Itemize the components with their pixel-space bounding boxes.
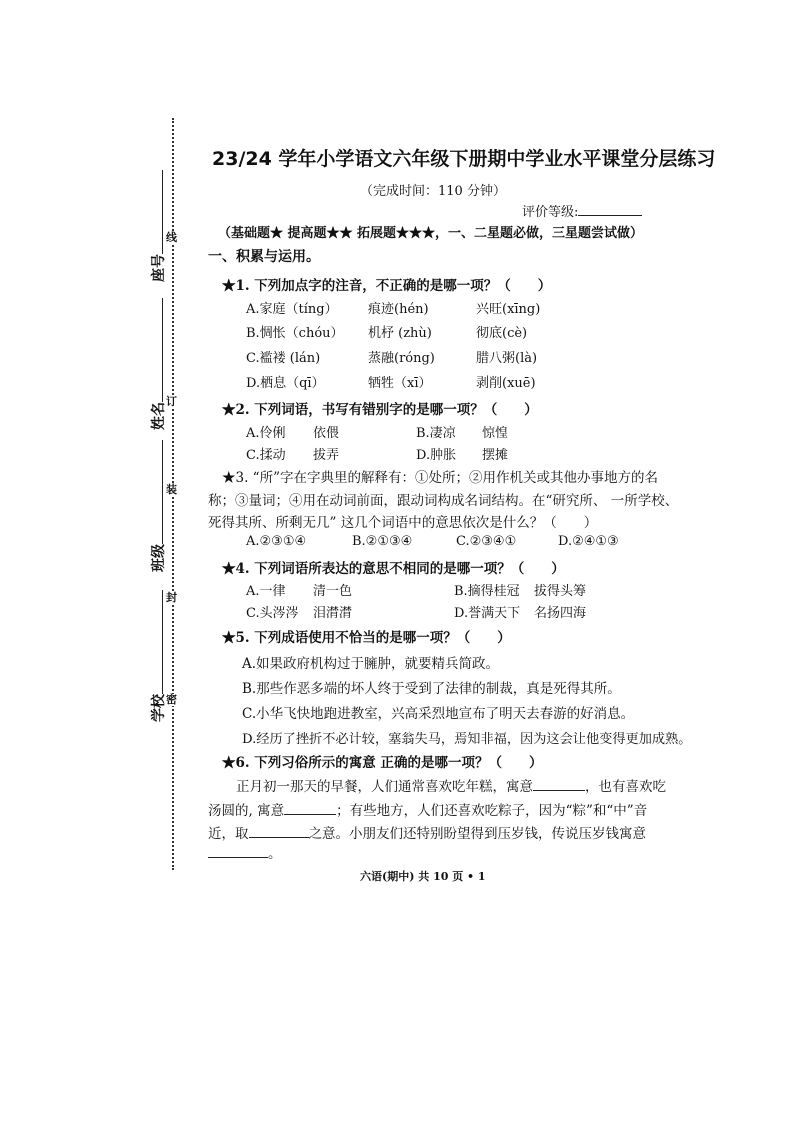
- question-5-stem: ★5. 下列成语使用不恰当的是哪一项？（ ）: [222, 630, 511, 646]
- q6-blank-4[interactable]: [208, 845, 268, 858]
- q6-passage-line: 。: [208, 842, 282, 862]
- page-footer: 六语(期中) 共 10 页 • 1: [360, 870, 486, 883]
- question-1-stem: ★1. 下列加点字的注音，不正确的是哪一项？（ ）: [222, 278, 552, 294]
- binding-char: 密: [166, 693, 177, 706]
- class-field: 班级: [148, 440, 168, 572]
- question-2-stem: ★2. 下列词语，书写有错别字的是哪一项？（ ）: [222, 402, 538, 418]
- q1-option: 蒸融(róng): [368, 351, 435, 366]
- binding-char: 线: [166, 231, 177, 244]
- name-field: 姓名: [148, 298, 168, 430]
- seat-number-field: 座号: [148, 170, 168, 282]
- q3-option: D.②④①③: [558, 534, 619, 549]
- difficulty-legend: （基础题★ 提高题★★ 拓展题★★★，一、二星题必做，三星题尝试做）: [218, 226, 644, 241]
- q5-option: A.如果政府机构过于臃肿，就要精兵简政。: [242, 656, 500, 672]
- q4-option: 泪潸潸: [313, 606, 353, 621]
- q6-passage-line: 正月初一那天的早餐，人们通常喜欢吃年糕，寓意 ，也有喜欢吃: [236, 779, 666, 795]
- school-field: 学校: [148, 590, 168, 722]
- q4-option: A.一律: [246, 584, 286, 599]
- q1-option: C.褴褛 (lán): [246, 351, 321, 366]
- question-4-stem: ★4. 下列词语所表达的意思不相同的是哪一项？（ ）: [222, 561, 565, 577]
- q6-passage-line: 近，取 之意。小朋友们还特别盼望得到压岁钱，传说压岁钱寓意: [208, 826, 646, 842]
- name-blank[interactable]: [162, 298, 163, 402]
- q6-blank-3[interactable]: [249, 825, 309, 838]
- q2-option: C.揉动: [246, 448, 286, 463]
- binding-char: 封: [166, 591, 177, 604]
- class-blank[interactable]: [162, 440, 163, 544]
- q3-option: A.②③①④: [246, 534, 307, 549]
- q4-option: 拔得头筹: [534, 584, 587, 599]
- q2-option: B.凄凉: [416, 426, 456, 441]
- q2-option: 惊惶: [482, 426, 509, 441]
- time-limit: （完成时间：110 分钟）: [360, 184, 506, 199]
- q4-option: 清一色: [313, 584, 353, 599]
- q2-option: D.肿胀: [416, 448, 457, 463]
- q6-blank-1[interactable]: [533, 778, 585, 791]
- q2-option: 摆摊: [482, 448, 509, 463]
- school-blank[interactable]: [162, 590, 163, 694]
- seat-number-blank[interactable]: [162, 170, 163, 254]
- q4-option: 名扬四海: [534, 606, 587, 621]
- q1-option: 痕迹(hén): [368, 302, 429, 317]
- q3-option: B.②①③④: [352, 534, 413, 549]
- question-6-stem: ★6. 下列习俗所示的寓意 正确的是哪一项？（ ）: [222, 755, 543, 771]
- q1-option: D.栖息（qī）: [246, 376, 325, 391]
- q5-option: B.那些作恶多端的坏人终于受到了法律的制裁，真是死得其所。: [242, 681, 621, 697]
- exam-title: 23/24 学年小学语文六年级下册期中学业水平课堂分层练习: [212, 148, 716, 170]
- q1-option: B.惆怅（chóu）: [246, 326, 344, 341]
- rating-field: 评价等级:: [522, 201, 642, 220]
- question-3-stem: ★3. “所”字在字典里的解释有：①处所；②用作机关或其他办事地方的名: [222, 470, 658, 486]
- q6-passage-line: 汤圆的, 寓意 ；有些地方，人们还喜欢吃粽子，因为“粽”和“中”音: [208, 803, 648, 819]
- q1-option: 机杼 (zhù): [368, 326, 432, 341]
- q4-option: D.誉满天下: [454, 606, 521, 621]
- q1-option: 剥削(xuē): [476, 376, 536, 391]
- q1-option: 腊八粥(là): [476, 351, 538, 366]
- section-title: 一、积累与运用。: [208, 249, 320, 265]
- q1-option: 牺牲（xī）: [368, 376, 432, 391]
- q5-option: C.小华飞快地跑进教室，兴高采烈地宣布了明天去春游的好消息。: [242, 706, 635, 722]
- q2-option: A.伶俐: [246, 426, 286, 441]
- q2-option: 拔弄: [313, 448, 340, 463]
- binding-char: 装: [166, 483, 177, 496]
- q1-option: A.家庭（tíng）: [246, 302, 338, 317]
- q6-blank-2[interactable]: [284, 802, 336, 815]
- question-3-stem: 死得其所、所剩无几” 这几个词语中的意思依次是什么？（ ）: [208, 515, 598, 531]
- q2-option: 依偎: [313, 426, 340, 441]
- q4-option: C.头涔涔: [246, 606, 299, 621]
- q3-option: C.②③④①: [456, 534, 517, 549]
- q1-option: 兴旺(xīng): [476, 302, 541, 317]
- q1-option: 彻底(cè): [476, 326, 528, 341]
- question-3-stem: 称；③量词；④用在动词前面，跟动词构成名词结构。在“研究所、 一所学校、: [208, 493, 679, 509]
- q5-option: D.经历了挫折不必计较，塞翁失马，焉知非福，因为这会让他变得更加成熟。: [242, 732, 692, 747]
- binding-char: 订: [166, 395, 177, 408]
- rating-blank[interactable]: [578, 203, 642, 216]
- q4-option: B.摘得桂冠: [454, 584, 520, 599]
